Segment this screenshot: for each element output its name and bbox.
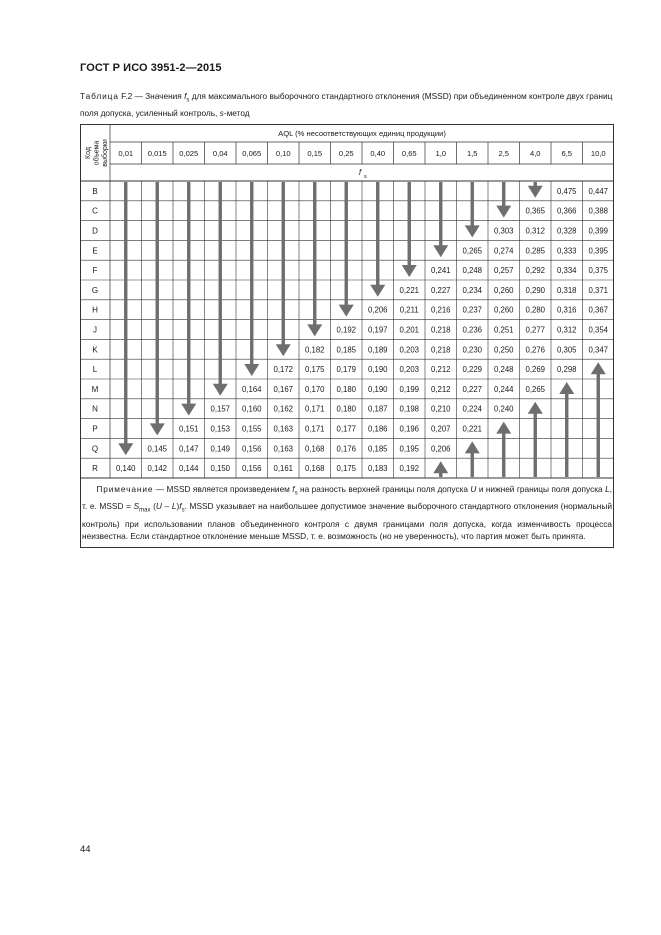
note-text: – <box>161 501 172 512</box>
table-cell-value: 0,198 <box>399 404 420 414</box>
table-cell-value: 0,182 <box>304 345 325 355</box>
table-cell-value: 0,475 <box>556 186 577 196</box>
row-code: K <box>92 345 98 355</box>
table-cell-value: 0,305 <box>556 345 577 355</box>
row-code: N <box>92 404 98 414</box>
table-cell-value: 0,312 <box>556 325 577 335</box>
arrow-down-icon <box>496 182 511 218</box>
table-cell-value: 0,185 <box>336 345 357 355</box>
table-cell-value: 0,163 <box>273 424 294 434</box>
table-cell-value: 0,150 <box>210 464 231 474</box>
table-cell-value: 0,248 <box>462 266 483 276</box>
table-cell-value: 0,199 <box>399 384 420 394</box>
table-cell-value: 0,206 <box>367 305 388 315</box>
arrow-down-icon <box>150 182 165 435</box>
note-var: f <box>179 501 182 512</box>
table-cell-value: 0,203 <box>399 345 420 355</box>
table-cell-value: 0,175 <box>336 464 357 474</box>
row-code: M <box>91 384 99 394</box>
note-var: f <box>292 484 295 494</box>
table-cell-value: 0,244 <box>493 384 514 394</box>
fs-label: f <box>358 168 362 177</box>
row-code: F <box>92 266 98 276</box>
table-cell-value: 0,269 <box>525 365 546 375</box>
table-cell-value: 0,290 <box>525 285 546 295</box>
table-cell-value: 0,160 <box>241 404 262 414</box>
table-cell-value: 0,180 <box>336 404 357 414</box>
table-cell-value: 0,210 <box>430 404 451 414</box>
table-cell-value: 0,224 <box>462 404 483 414</box>
arrow-down-icon <box>307 182 322 336</box>
table-cell-value: 0,190 <box>367 365 388 375</box>
table-cell-value: 0,156 <box>241 444 262 454</box>
table-cell-value: 0,144 <box>178 464 199 474</box>
table-cell-value: 0,162 <box>273 404 294 414</box>
table-cell-value: 0,180 <box>336 384 357 394</box>
note-sub: s <box>181 507 185 514</box>
caption-label: Таблица <box>80 91 119 101</box>
aql-value: 0,40 <box>370 149 386 158</box>
code-header: объема <box>93 140 101 166</box>
table-cell-value: 0,250 <box>493 345 514 355</box>
arrow-down-icon <box>339 182 354 317</box>
table-cell-value: 0,318 <box>556 285 577 295</box>
arrow-down-icon <box>244 182 259 376</box>
table-cell-value: 0,206 <box>430 444 451 454</box>
table-cell-value: 0,203 <box>399 365 420 375</box>
table-cell-value: 0,212 <box>430 365 451 375</box>
note-text: , т. е. MSSD = <box>82 484 612 512</box>
note-label: Примечание <box>96 484 154 494</box>
table-cell-value: 0,371 <box>588 285 609 295</box>
table-cell-value: 0,201 <box>399 325 420 335</box>
table-cell-value: 0,237 <box>462 305 483 315</box>
arrow-down-icon <box>276 182 291 356</box>
table-caption <box>80 90 616 119</box>
table-cell-value: 0,292 <box>525 266 546 276</box>
table-cell-value: 0,251 <box>493 325 514 335</box>
arrow-up-icon <box>433 461 448 477</box>
aql-value: 6,5 <box>561 149 573 158</box>
table-cell-value: 0,312 <box>525 226 546 236</box>
table-cell-value: 0,230 <box>462 345 483 355</box>
aql-value: 0,15 <box>307 149 323 158</box>
note-text: ( <box>150 501 156 512</box>
note-var: U <box>155 501 162 512</box>
row-code: J <box>93 325 97 335</box>
row-code: C <box>92 206 98 216</box>
row-code: H <box>92 305 98 315</box>
arrow-down-icon <box>433 182 448 257</box>
aql-value: 0,065 <box>242 149 262 158</box>
arrow-down-icon <box>370 182 385 297</box>
arrow-down-icon <box>402 182 417 277</box>
table-cell-value: 0,167 <box>273 384 294 394</box>
arrow-down-icon <box>181 182 196 416</box>
table-cell-value: 0,280 <box>525 305 546 315</box>
table-cell-value: 0,399 <box>588 226 609 236</box>
table-cell-value: 0,186 <box>367 424 388 434</box>
table-cell-value: 0,234 <box>462 285 483 295</box>
table-cell-value: 0,155 <box>241 424 262 434</box>
table-cell-value: 0,334 <box>556 266 577 276</box>
table-cell-value: 0,175 <box>304 365 325 375</box>
arrow-down-icon <box>118 182 133 455</box>
table-cell-value: 0,211 <box>399 305 419 315</box>
table-cell-value: 0,142 <box>147 464 168 474</box>
table-cell-value: 0,260 <box>493 305 514 315</box>
row-code: E <box>92 246 98 256</box>
note-var: S <box>133 501 140 512</box>
row-code: B <box>92 186 98 196</box>
table-cell-value: 0,221 <box>462 424 483 434</box>
table-cell-value: 0,265 <box>462 246 483 256</box>
arrow-down-icon <box>465 182 480 237</box>
table-cell-value: 0,240 <box>493 404 514 414</box>
table-cell-value: 0,447 <box>588 186 609 196</box>
note-var: L <box>171 501 177 512</box>
aql-value: 1,5 <box>466 149 478 158</box>
table-cell-value: 0,257 <box>493 266 514 276</box>
table-cell-value: 0,161 <box>273 464 294 474</box>
table-cell-value: 0,375 <box>588 266 609 276</box>
table-cell-value: 0,183 <box>367 464 388 474</box>
table-cell-value: 0,185 <box>367 444 388 454</box>
table-cell-value: 0,171 <box>304 404 325 414</box>
table-cell-value: 0,241 <box>430 266 451 276</box>
table-cell-value: 0,151 <box>178 424 199 434</box>
caption-f: f <box>184 91 187 101</box>
table-cell-value: 0,177 <box>336 424 357 434</box>
table-cell-value: 0,328 <box>556 226 577 236</box>
table-cell-value: 0,157 <box>210 404 231 414</box>
table-cell-value: 0,367 <box>588 305 609 315</box>
note-sub: max <box>139 507 151 514</box>
table-cell-value: 0,316 <box>556 305 577 315</box>
table-cell-value: 0,227 <box>462 384 483 394</box>
table-cell-value: 0,260 <box>493 285 514 295</box>
table-cell-value: 0,163 <box>273 444 294 454</box>
aql-header: AQL (% несоответствующих единиц продукции) <box>278 129 446 138</box>
caption-method: s <box>219 107 224 118</box>
table-cell-value: 0,274 <box>493 246 514 256</box>
aql-value: 0,015 <box>147 149 167 158</box>
table-cell-value: 0,221 <box>399 285 420 295</box>
aql-value: 0,01 <box>118 149 134 158</box>
table-cell-value: 0,227 <box>430 285 451 295</box>
aql-value: 1,0 <box>435 149 447 158</box>
table-cell-value: 0,229 <box>462 365 483 375</box>
document-header: ГОСТ Р ИСО 3951-2—2015 <box>80 62 222 74</box>
row-code: R <box>92 464 98 474</box>
table-cell-value: 0,140 <box>115 464 136 474</box>
table-cell-value: 0,164 <box>241 384 262 394</box>
arrow-down-icon <box>528 182 543 198</box>
aql-value: 2,5 <box>498 149 510 158</box>
table-cell-value: 0,218 <box>430 325 451 335</box>
table-cell-value: 0,171 <box>304 424 325 434</box>
arrow-down-icon <box>213 182 228 396</box>
arrow-up-icon <box>591 362 606 477</box>
aql-value: 0,65 <box>401 149 417 158</box>
table-cell-value: 0,285 <box>525 246 546 256</box>
aql-value: 0,10 <box>275 149 291 158</box>
arrow-up-icon <box>465 441 480 477</box>
row-code: L <box>92 365 98 375</box>
arrow-up-icon <box>496 422 511 477</box>
table-cell-value: 0,207 <box>430 424 451 434</box>
row-code: D <box>92 226 98 236</box>
note-text: и нижней границы поля допуска <box>476 484 606 494</box>
table-cell-value: 0,195 <box>399 444 420 454</box>
note-text: на разность верхней границы поля допуска <box>297 484 471 494</box>
page-number: 44 <box>80 844 91 855</box>
table-cell-value: 0,170 <box>304 384 325 394</box>
table-cell-value: 0,168 <box>304 444 325 454</box>
row-code: Q <box>91 444 99 454</box>
note-var: L <box>605 484 610 494</box>
table-cell-value: 0,149 <box>210 444 231 454</box>
table-cell-value: 0,192 <box>399 464 420 474</box>
table-cell-value: 0,388 <box>588 206 609 216</box>
table-cell-value: 0,298 <box>556 365 577 375</box>
table-cell-value: 0,187 <box>367 404 388 414</box>
arrow-up-icon <box>559 382 574 477</box>
aql-value: 10,0 <box>590 149 606 158</box>
table-cell-value: 0,168 <box>304 464 325 474</box>
code-header: Код <box>84 147 92 159</box>
table-cell-value: 0,216 <box>430 305 451 315</box>
aql-value: 0,025 <box>179 149 199 158</box>
table-cell-value: 0,303 <box>493 226 514 236</box>
table-cell-value: 0,156 <box>241 464 262 474</box>
table-cell-value: 0,172 <box>273 365 294 375</box>
table-cell-value: 0,354 <box>588 325 609 335</box>
table-cell-value: 0,153 <box>210 424 231 434</box>
table-cell-value: 0,197 <box>367 325 388 335</box>
aql-value: 4,0 <box>529 149 541 158</box>
table-cell-value: 0,189 <box>367 345 388 355</box>
note-text: ) <box>176 501 180 512</box>
table-cell-value: 0,333 <box>556 246 577 256</box>
note-sub: s <box>294 490 298 497</box>
code-header: выборки <box>101 139 109 167</box>
table-cell-value: 0,212 <box>430 384 451 394</box>
table-cell-value: 0,276 <box>525 345 546 355</box>
caption-number: F.2 <box>118 91 133 101</box>
caption-f-sub: s <box>186 97 190 104</box>
caption-text-3: -метод <box>223 107 250 118</box>
table-cell-value: 0,192 <box>336 325 357 335</box>
table-cell-value: 0,236 <box>462 325 483 335</box>
table-cell-value: 0,366 <box>556 206 577 216</box>
note-var: U <box>470 484 477 494</box>
aql-value: 0,25 <box>338 149 354 158</box>
table-cell-value: 0,218 <box>430 345 451 355</box>
table-cell-value: 0,147 <box>178 444 199 454</box>
table-cell-value: 0,176 <box>336 444 357 454</box>
table-cell-value: 0,196 <box>399 424 420 434</box>
note-text: . MSSD указывает на наибольшее допустимое значение выборочного стандартного отклонения (нормальный контроль) при использовании планов объединенного контроля с двумя границами поля допуска, когда изменчивость процесса неизвестна. Если стандартное отклонение меньше MSSD, т. е. возможность (но не уверенность), что партия может быть принята. <box>82 501 612 542</box>
note-text: — MSSD является произведением <box>153 484 293 494</box>
table-cell-value: 0,248 <box>493 365 514 375</box>
table-cell-value: 0,190 <box>367 384 388 394</box>
arrow-up-icon <box>528 402 543 477</box>
table-cell-value: 0,265 <box>525 384 546 394</box>
caption-text-1: — Значения <box>132 91 185 101</box>
table-cell-value: 0,145 <box>147 444 168 454</box>
table-cell-value: 0,347 <box>588 345 609 355</box>
caption-text-2: для максимального выборочного стандартного отклонения (MSSD) при объединенном контроле двух границ поля допуска, усиленный контроль, <box>80 91 613 118</box>
aql-value: 0,04 <box>212 149 228 158</box>
fs-label-sub: s <box>364 174 367 180</box>
row-code: P <box>92 424 98 434</box>
table-note <box>82 483 612 543</box>
table-cell-value: 0,395 <box>588 246 609 256</box>
table-cell-value: 0,365 <box>525 206 546 216</box>
table-cell-value: 0,277 <box>525 325 546 335</box>
table-cell-value: 0,179 <box>336 365 357 375</box>
row-code: G <box>91 285 99 295</box>
